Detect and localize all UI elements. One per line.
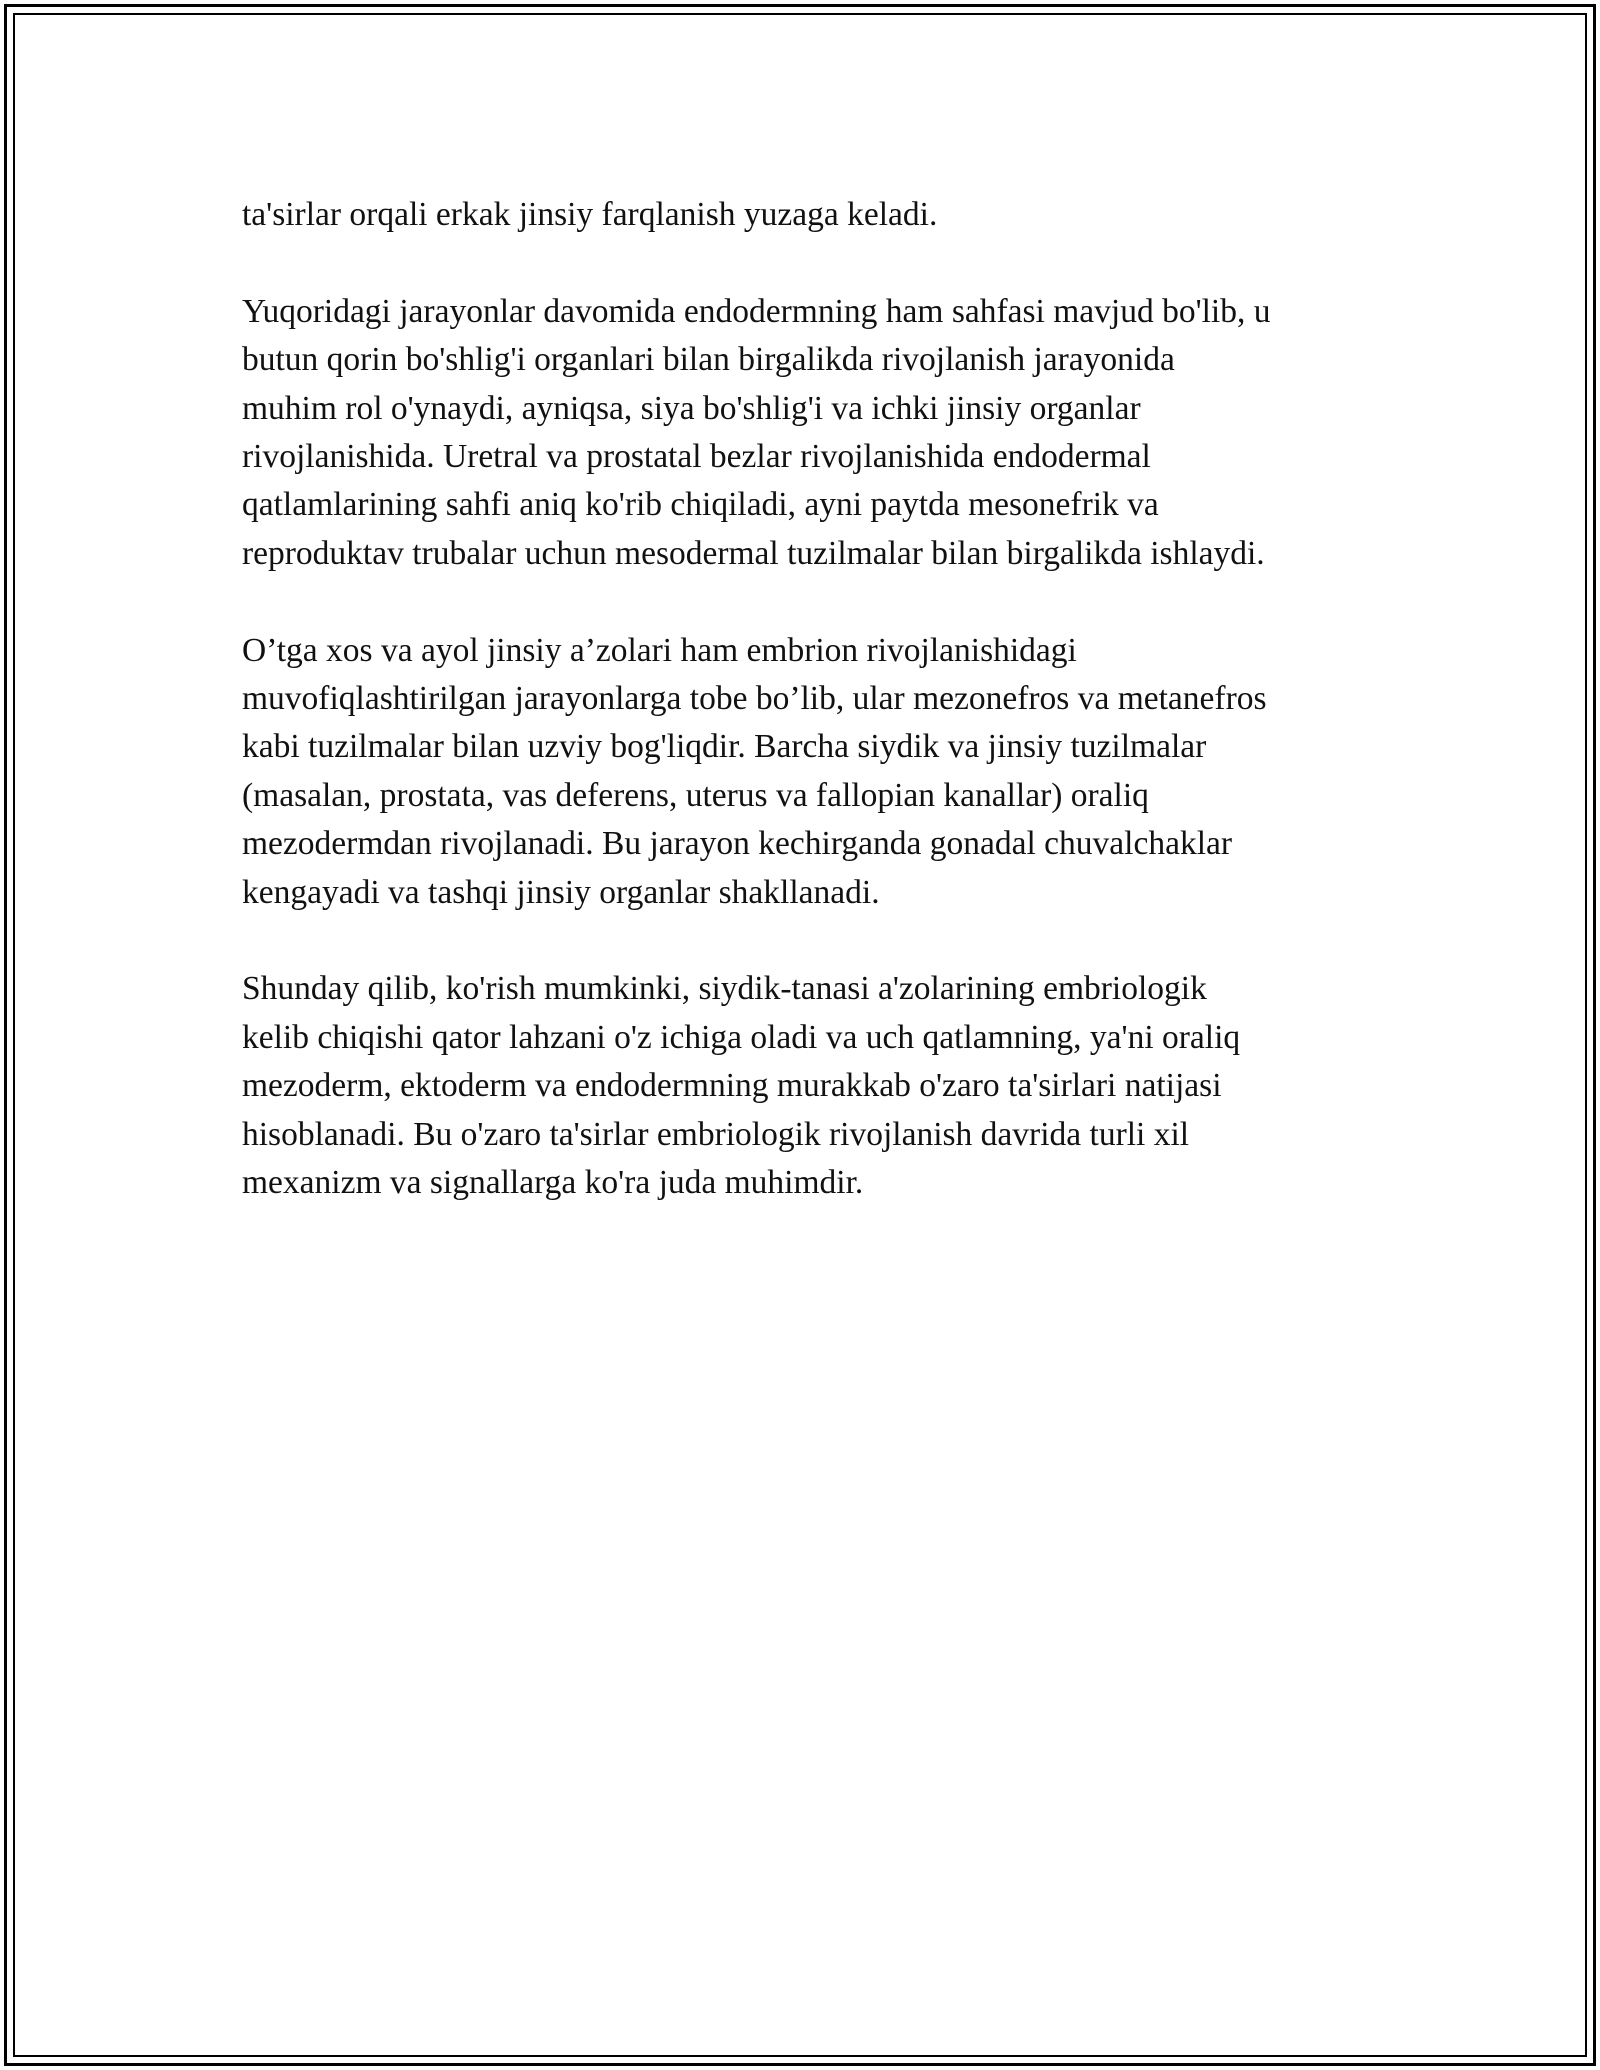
text-line: kelib chiqishi qator lahzani o'z ichiga oladi va uch qatlamning, ya'ni oraliq xyxy=(242,1018,1241,1056)
text-line: mezoderm, ektoderm va endodermning murakkab o'zaro ta'sirlari natijasi xyxy=(242,1067,1222,1105)
text-line: O’tga xos va ayol jinsiy a’zolari ham embrion rivojlanishidagi xyxy=(242,631,1077,669)
text-line: (masalan, prostata, vas deferens, uterus va fallopian kanallar) oraliq xyxy=(242,776,1149,814)
page-frame xyxy=(4,4,1596,2066)
text-line: Shunday qilib, ko'rish mumkinki, siydik-tanasi a'zolarining embriologik xyxy=(242,970,1207,1008)
paragraph-4 xyxy=(242,965,1402,1207)
text-line: mexanizm va signallarga ko'ra juda muhimdir. xyxy=(242,1164,864,1202)
paragraph-gap xyxy=(242,578,1402,626)
text-line: Yuqoridagi jarayonlar davomida endodermning ham sahfasi mavjud bo'lib, u xyxy=(242,292,1271,330)
paragraph-1 xyxy=(242,191,1402,239)
text-line: qatlamlarining sahfi aniq ko'rib chiqiladi, ayni paytda mesonefrik va xyxy=(242,486,1159,524)
paragraph-gap xyxy=(242,239,1402,287)
document-body xyxy=(242,191,1402,1207)
text-line: mezodermdan rivojlanadi. Bu jarayon kechirganda gonadal chuvalchaklar xyxy=(242,825,1233,863)
text-line: muvofiqlashtirilgan jarayonlarga tobe bo’lib, ular mezonefros va metanefros xyxy=(242,680,1267,718)
paragraph-gap xyxy=(242,917,1402,965)
paragraph-3 xyxy=(242,627,1402,917)
text-line: reproduktav trubalar uchun mesodermal tuzilmalar bilan birgalikda ishlaydi. xyxy=(242,534,1265,572)
text-line: kengayadi va tashqi jinsiy organlar shakllanadi. xyxy=(242,873,880,911)
text-line: muhim rol o'ynaydi, ayniqsa, siya bo'shlig'i va ichki jinsiy organlar xyxy=(242,389,1141,427)
text-line: rivojlanishida. Uretral va prostatal bezlar rivojlanishida endodermal xyxy=(242,438,1151,476)
text-line: kabi tuzilmalar bilan uzviy bog'liqdir. Barcha siydik va jinsiy tuzilmalar xyxy=(242,728,1207,766)
text-line: hisoblanadi. Bu o'zaro ta'sirlar embriologik rivojlanish davrida turli xil xyxy=(242,1115,1190,1153)
text-line: ta'sirlar orqali erkak jinsiy farqlanish yuzaga keladi. xyxy=(242,196,938,233)
text-line: butun qorin bo'shlig'i organlari bilan birgalikda rivojlanish jarayonida xyxy=(242,341,1175,379)
paragraph-2 xyxy=(242,288,1402,578)
